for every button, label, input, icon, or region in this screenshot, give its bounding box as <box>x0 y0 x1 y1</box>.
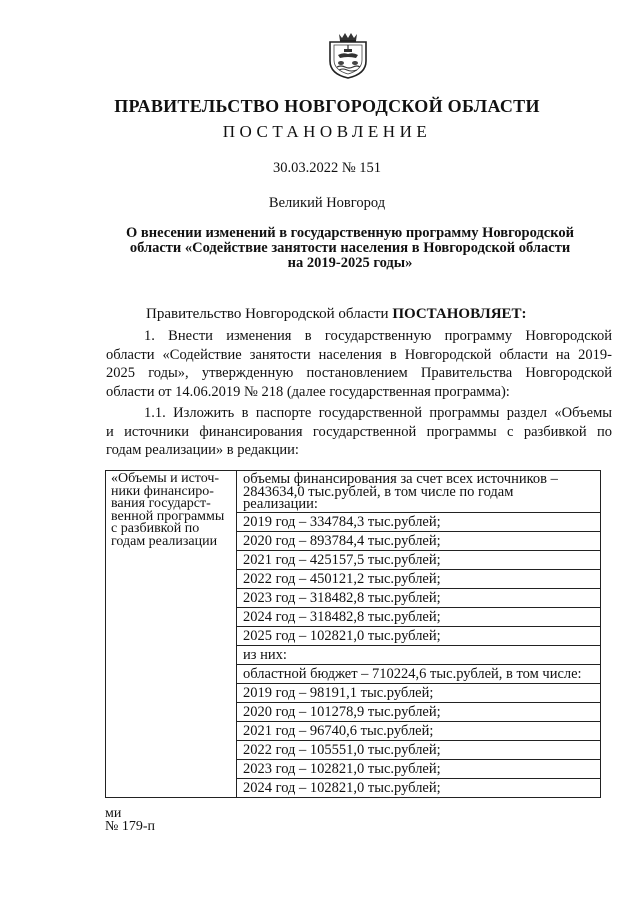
financing-row: 2021 год – 425157,5 тыс.рублей; <box>237 550 600 569</box>
financing-details-cell <box>237 471 601 798</box>
date-number: 30.03.2022 № 151 <box>272 160 382 176</box>
section-label-cell <box>106 471 237 798</box>
label-line: ники финансиро- <box>111 483 214 499</box>
financing-row: 2020 год – 101278,9 тыс.рублей; <box>237 702 600 721</box>
label-line: с разбивкой по <box>111 521 200 536</box>
footer-number: № 179-п <box>105 818 156 834</box>
financing-row: из них: <box>237 645 600 664</box>
label-line: годам реализации <box>111 533 218 549</box>
paragraph-line: 1. Внести изменения в государственную программу Новгородской <box>144 328 612 344</box>
title-line: на 2019-2025 годы» <box>287 255 413 271</box>
financing-row: 2022 год – 450121,2 тыс.рублей; <box>237 569 600 588</box>
paragraph-line: 1.1. Изложить в паспорте государственной программы раздел «Объемы <box>144 405 612 421</box>
financing-row: 2024 год – 102821,0 тыс.рублей; <box>237 778 600 797</box>
financing-row: 2025 год – 102821,0 тыс.рублей; <box>237 626 600 645</box>
document-footer <box>105 808 155 833</box>
resolve-keyword: ПОСТАНОВЛЯЕТ: <box>392 306 527 322</box>
title-line: области «Содействие занятости населения в Новгородской области <box>129 240 571 256</box>
table-row <box>106 471 601 798</box>
resolve-statement <box>146 305 612 324</box>
label-line: «Объемы и источ- <box>111 471 220 486</box>
paragraph-line: и источники финансирования государственной программы с разбивкой по <box>106 423 612 440</box>
government-name: ПРАВИТЕЛЬСТВО НОВГОРОДСКОЙ ОБЛАСТИ <box>114 96 540 116</box>
paragraph-line: годам реализации» в редакции: <box>106 442 299 458</box>
financing-row: областной бюджет – 710224,6 тыс.рублей, в том числе: <box>237 664 600 683</box>
novgorod-coat-of-arms-icon <box>327 28 369 80</box>
financing-row: 2020 год – 893784,4 тыс.рублей; <box>237 531 600 550</box>
financing-row: 2024 год – 318482,8 тыс.рублей; <box>237 607 600 626</box>
total-line: объемы финансирования за счет всех источников – <box>243 471 558 487</box>
financing-total <box>237 471 600 512</box>
label-line: вания государст- <box>111 496 211 511</box>
document-type: ПОСТАНОВЛЕНИЕ <box>222 122 432 141</box>
financing-row: 2021 год – 96740,6 тыс.рублей; <box>237 721 600 740</box>
paragraph-line: области от 14.06.2019 № 218 (далее государственная программа): <box>106 383 510 400</box>
label-line: венной программы <box>111 508 225 524</box>
city: Великий Новгород <box>268 195 386 211</box>
title-line: О внесении изменений в государственную программу Новгородской <box>126 225 574 241</box>
total-line: реализации: <box>243 496 318 512</box>
financing-row: 2023 год – 318482,8 тыс.рублей; <box>237 588 600 607</box>
financing-table <box>105 470 601 798</box>
total-line: 2843634,0 тыс.рублей, в том числе по годам <box>243 483 514 500</box>
financing-row: 2022 год – 105551,0 тыс.рублей; <box>237 740 600 759</box>
paragraph-2 <box>106 404 612 460</box>
financing-row: 2019 год – 334784,3 тыс.рублей; <box>237 512 600 531</box>
financing-row: 2023 год – 102821,0 тыс.рублей; <box>237 759 600 778</box>
footer-initials: ми <box>105 806 122 821</box>
resolve-prefix: Правительство Новгородской области <box>146 306 393 322</box>
decree-title <box>100 226 600 271</box>
paragraph-line: области «Содействие занятости населения в Новгородской области на 2019- <box>106 346 612 363</box>
financing-row: 2019 год – 98191,1 тыс.рублей; <box>237 683 600 702</box>
paragraph-1 <box>106 327 612 401</box>
paragraph-line: 2025 годы», утвержденную постановлением Правительства Новгородской <box>106 365 612 381</box>
